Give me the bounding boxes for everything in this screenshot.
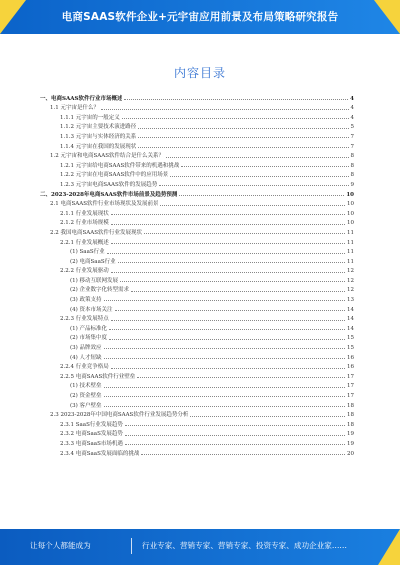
- toc-entry-page: 10: [347, 220, 354, 227]
- toc-entry-page: 4: [350, 95, 354, 102]
- table-of-contents: [40, 92, 354, 457]
- toc-entry[interactable]: [40, 159, 354, 169]
- toc-entry-page: 7: [350, 133, 354, 140]
- toc-leader-dots: [101, 109, 349, 110]
- toc-entry[interactable]: [40, 351, 354, 361]
- toc-entry[interactable]: [40, 437, 354, 447]
- toc-entry[interactable]: [40, 140, 354, 150]
- toc-entry-label: (1) 产品标准化: [70, 325, 108, 332]
- toc-leader-dots: [181, 166, 348, 167]
- toc-entry-label: 2.2.4 行业竞争格局: [60, 364, 109, 371]
- toc-entry[interactable]: [40, 217, 354, 227]
- toc-entry-label: 1.2.1 元宇宙给电商SAAS软件带来的机遇和挑战: [60, 162, 180, 169]
- toc-entry-label: 1.1 元宇宙是什么？: [50, 105, 99, 112]
- toc-entry-label: (1) 移动互联网发展: [70, 277, 119, 284]
- toc-leader-dots: [111, 214, 345, 215]
- toc-entry-label: 1.2.2 元宇宙在电商SAAS软件中的应用场景: [60, 172, 169, 179]
- toc-entry[interactable]: [40, 188, 354, 198]
- toc-leader-dots: [107, 253, 345, 254]
- toc-leader-dots: [111, 243, 345, 244]
- toc-entry-label: 2.3.3 电商SaaS市场机遇: [60, 440, 123, 447]
- toc-leader-dots: [170, 176, 348, 177]
- toc-entry-label: 1.1.4 元宇宙在我国的发展现状: [60, 143, 137, 150]
- toc-leader-dots: [111, 368, 345, 369]
- toc-entry-page: 10: [347, 210, 354, 217]
- toc-entry-page: 10: [346, 191, 354, 198]
- toc-entry-page: 17: [347, 373, 354, 380]
- toc-leader-dots: [120, 281, 345, 282]
- toc-entry[interactable]: [40, 255, 354, 265]
- toc-entry-page: 18: [347, 402, 354, 409]
- toc-leader-dots: [166, 157, 349, 158]
- toc-leader-dots: [190, 416, 345, 417]
- toc-entry-page: 12: [347, 287, 354, 294]
- toc-leader-dots: [160, 205, 345, 206]
- footer-divider: [131, 538, 132, 554]
- toc-entry[interactable]: [40, 246, 354, 256]
- toc-leader-dots: [111, 224, 345, 225]
- toc-entry[interactable]: [40, 226, 354, 236]
- toc-leader-dots: [125, 435, 345, 436]
- toc-leader-dots: [137, 377, 345, 378]
- toc-entry[interactable]: [40, 313, 354, 323]
- toc-entry[interactable]: [40, 111, 354, 121]
- toc-entry[interactable]: [40, 236, 354, 246]
- toc-entry-label: 2.1.2 行业市场规模: [60, 220, 109, 227]
- toc-entry-page: 12: [347, 268, 354, 275]
- toc-leader-dots: [141, 454, 345, 455]
- toc-entry[interactable]: [40, 370, 354, 380]
- toc-entry[interactable]: [40, 92, 354, 102]
- toc-entry[interactable]: [40, 341, 354, 351]
- toc-entry-page: 4: [350, 114, 354, 121]
- toc-entry-label: (4) 资本市场关注: [70, 306, 113, 313]
- toc-entry-label: 1.2.3 元宇宙电商SAAS软件的发展趋势: [60, 181, 158, 188]
- toc-entry-page: 8: [350, 162, 354, 169]
- toc-entry-label: 2.1 电商SAAS软件行业市场现状及发展前景: [50, 201, 159, 208]
- toc-entry-page: 15: [347, 335, 354, 342]
- footer-slogan-right: 行业专家、营销专家、营销专家、投资专家、成功企业家……: [142, 541, 348, 550]
- toc-entry-label: 2.3.4 电商SaaS发展面临的挑战: [60, 450, 140, 457]
- toc-entry-page: 17: [347, 383, 354, 390]
- toc-leader-dots: [179, 195, 344, 196]
- toc-leader-dots: [109, 339, 345, 340]
- toc-entry-page: 11: [347, 249, 354, 256]
- toc-entry[interactable]: [40, 265, 354, 275]
- toc-entry[interactable]: [40, 293, 354, 303]
- toc-entry-page: 16: [347, 354, 354, 361]
- toc-entry-page: 13: [347, 297, 354, 304]
- toc-entry[interactable]: [40, 284, 354, 294]
- toc-leader-dots: [104, 300, 345, 301]
- toc-entry-page: 19: [347, 440, 354, 447]
- toc-entry-page: 5: [350, 124, 354, 131]
- toc-entry[interactable]: [40, 198, 354, 208]
- toc-entry-label: (2) 市场集中度: [70, 335, 108, 342]
- toc-leader-dots: [104, 348, 345, 349]
- toc-leader-dots: [104, 358, 345, 359]
- toc-entry[interactable]: [40, 303, 354, 313]
- toc-entry-page: 4: [350, 105, 354, 112]
- toc-entry-page: 11: [347, 258, 354, 265]
- toc-entry[interactable]: [40, 399, 354, 409]
- toc-entry-label: 1.1.3 元宇宙与实体经济的关系: [60, 133, 137, 140]
- toc-leader-dots: [109, 329, 345, 330]
- toc-entry-page: 20: [347, 450, 354, 457]
- toc-entry-label: 2.3.2 电商SaaS发展趋势: [60, 431, 123, 438]
- toc-entry-page: 10: [347, 201, 354, 208]
- header-bar: [0, 0, 400, 34]
- toc-leader-dots: [138, 137, 348, 138]
- toc-entry[interactable]: [40, 332, 354, 342]
- toc-entry-label: (2) 企业数字化转型需求: [70, 287, 130, 294]
- toc-leader-dots: [159, 185, 348, 186]
- toc-leader-dots: [104, 396, 345, 397]
- toc-entry[interactable]: [40, 178, 354, 188]
- toc-entry-label: 一、电商SAAS软件行业市场概述: [40, 95, 123, 102]
- toc-entry-page: 14: [347, 316, 354, 323]
- toc-leader-dots: [131, 291, 345, 292]
- toc-entry-label: 2.2.1 行业发展概述: [60, 239, 109, 246]
- toc-leader-dots: [104, 387, 345, 388]
- toc-entry[interactable]: [40, 274, 354, 284]
- toc-entry[interactable]: [40, 150, 354, 160]
- toc-leader-dots: [122, 118, 349, 119]
- toc-entry[interactable]: [40, 409, 354, 419]
- toc-entry[interactable]: [40, 121, 354, 131]
- toc-entry-page: 17: [347, 393, 354, 399]
- toc-entry-label: (1) SaaS行业: [70, 249, 105, 256]
- toc-entry[interactable]: [40, 207, 354, 217]
- toc-entry-page: 19: [347, 431, 354, 438]
- toc-entry-label: 二、2023-2028年电商SAAS软件市场前景及趋势预测: [40, 191, 178, 198]
- toc-entry[interactable]: [40, 380, 354, 390]
- toc-entry-page: 18: [347, 412, 354, 419]
- toc-entry-page: 11: [347, 239, 354, 246]
- toc-entry[interactable]: [40, 102, 354, 112]
- toc-entry[interactable]: [40, 130, 354, 140]
- toc-entry-label: 2.2.3 行业发展特点: [60, 316, 109, 323]
- toc-entry-page: 9: [350, 181, 354, 188]
- toc-entry-label: 2.1.1 行业发展现状: [60, 210, 109, 217]
- toc-entry-label: 2.3.1 SaaS行业发展趋势: [60, 421, 123, 428]
- toc-leader-dots: [144, 233, 345, 234]
- toc-entry[interactable]: [40, 447, 354, 457]
- toc-entry-page: 12: [347, 277, 354, 284]
- toc-entry-label: (3) 客户壁垒: [70, 402, 102, 409]
- toc-entry-page: 14: [347, 325, 354, 332]
- toc-entry-page: 8: [350, 153, 354, 160]
- toc-entry-label: (2) 资金壁垒: [70, 393, 102, 399]
- toc-entry[interactable]: [40, 361, 354, 371]
- toc-entry-label: (2) 电商SaaS行业: [70, 258, 116, 265]
- footer-slogan-left: 让每个人都能成为: [30, 541, 91, 550]
- toc-leader-dots: [118, 262, 345, 263]
- toc-entry-label: (3) 品牌效应: [70, 345, 102, 352]
- toc-entry-label: 1.1.2 元宇宙主要技术演进路径: [60, 124, 137, 131]
- toc-entry-label: 1.1.1 元宇宙的一般定义: [60, 114, 120, 121]
- footer-bar: [0, 529, 400, 565]
- toc-entry-page: 14: [347, 306, 354, 313]
- toc-entry-label: 2.3 2023-2028年中国电商SAAS软件行业发展趋势分析: [50, 412, 189, 419]
- toc-leader-dots: [111, 320, 345, 321]
- report-title: 电商SAAS软件企业+元宇宙应用前景及布局策略研究报告: [61, 11, 339, 23]
- toc-entry[interactable]: [40, 418, 354, 428]
- toc-leader-dots: [138, 128, 348, 129]
- toc-entry-page: 11: [347, 229, 354, 236]
- footer-corner: [378, 529, 400, 565]
- toc-entry[interactable]: [40, 389, 354, 399]
- toc-entry-label: (3) 政策支持: [70, 297, 102, 304]
- toc-entry-label: (1) 技术壁垒: [70, 383, 102, 390]
- toc-entry-label: 2.2 我国电商SAAS软件行业发展现状: [50, 229, 142, 236]
- toc-entry-page: 15: [347, 345, 354, 352]
- toc-leader-dots: [125, 425, 345, 426]
- header-corner-right: [374, 0, 400, 34]
- toc-leader-dots: [125, 444, 345, 445]
- toc-entry-page: 7: [350, 143, 354, 150]
- toc-leader-dots: [124, 99, 348, 100]
- toc-entry-label: 2.2.2 行业发展驱动: [60, 268, 109, 275]
- toc-entry[interactable]: [40, 169, 354, 179]
- toc-entry[interactable]: [40, 322, 354, 332]
- toc-entry-label: 1.2 元宇宙和电商SAAS软件结合是什么关系？: [50, 153, 164, 160]
- toc-entry-label: (4) 人才短缺: [70, 354, 102, 361]
- toc-leader-dots: [104, 406, 345, 407]
- toc-entry-label: 2.2.5 电商SAAS软件行业壁垒: [60, 373, 136, 380]
- toc-leader-dots: [111, 272, 345, 273]
- toc-entry-page: 16: [347, 364, 354, 371]
- toc-entry-page: 18: [347, 421, 354, 428]
- toc-leader-dots: [115, 310, 345, 311]
- toc-entry[interactable]: [40, 428, 354, 438]
- toc-heading: 内容目录: [173, 66, 226, 80]
- toc-entry-page: 8: [350, 172, 354, 179]
- toc-leader-dots: [138, 147, 348, 148]
